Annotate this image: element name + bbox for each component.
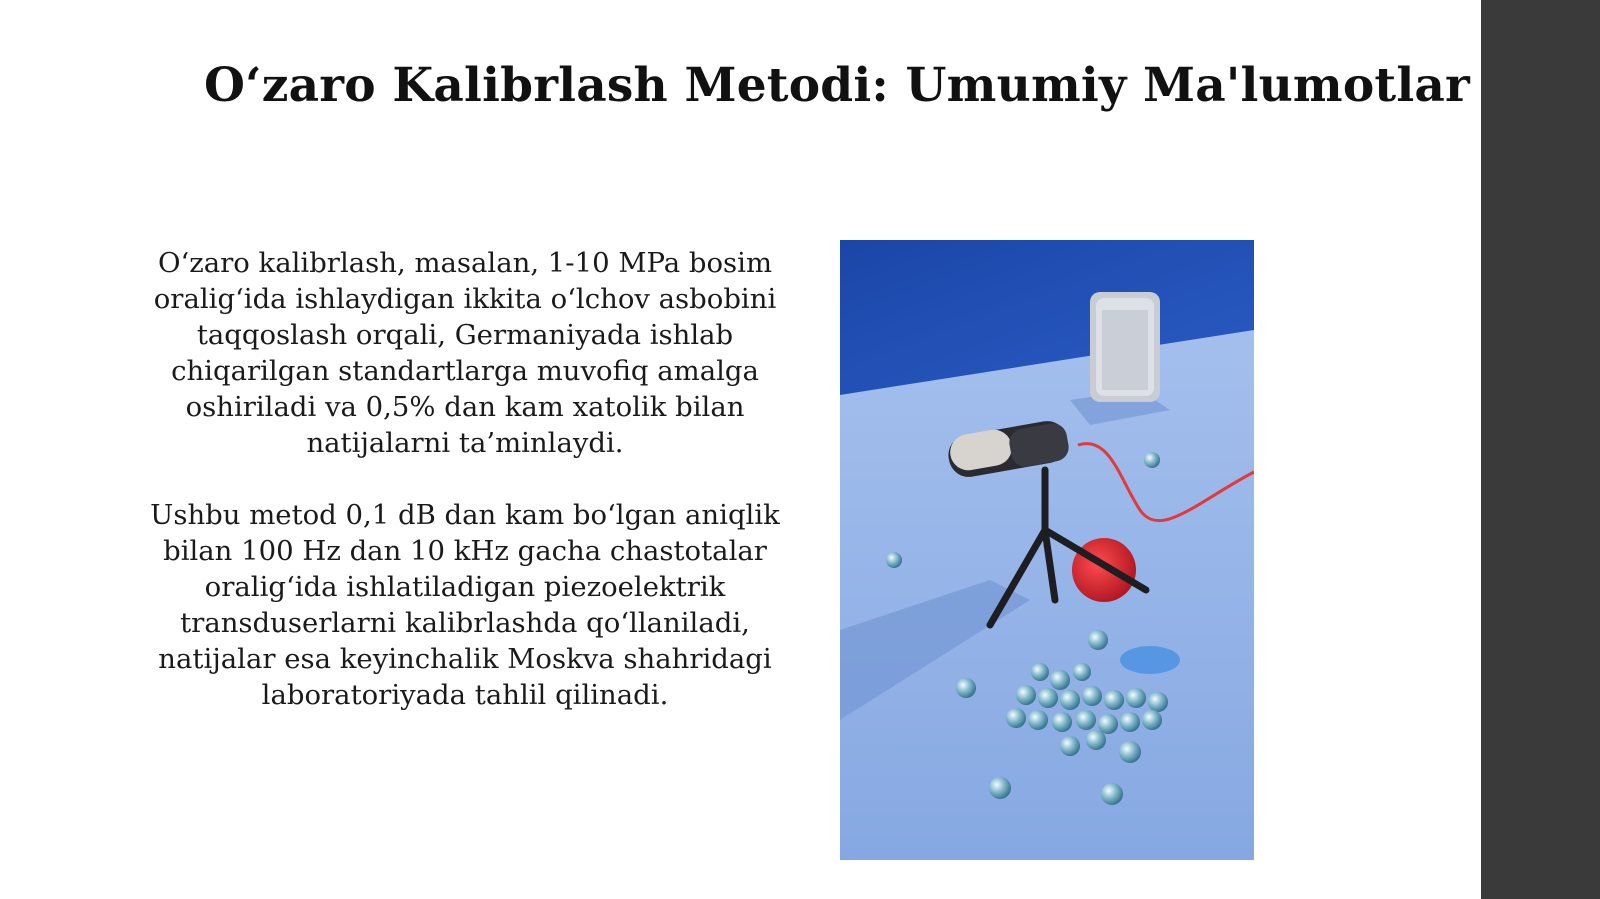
paragraph-1: O‘zaro kalibrlash, masalan, 1-10 MPa bosim oralig‘ida ishlaydigan ikkita o‘lchov asbobini taqqoslash orqali, Germaniyada ishlab chiqarilgan standartlarga muvofiq amalga oshiriladi va 0,5% dan kam xatolik bilan natijalarni ta’minlaydi.: [153, 247, 777, 459]
slide-body: [140, 245, 790, 713]
right-sidebar: [1481, 0, 1600, 899]
foil-block: [1090, 292, 1160, 402]
paragraph-2: Ushbu metod 0,1 dB dan kam bo‘lgan aniqlik bilan 100 Hz dan 10 kHz gacha chastotalar oralig‘ida ishlatiladigan piezoelektrik transduserlarni kalibrlashda qo‘llaniladi, natijalar esa keyinchalik Moskva shahridagi laboratoriyada tahlil qilinadi.: [150, 499, 780, 711]
slide-title: O‘zaro Kalibrlash Metodi: Umumiy Ma'lumotlar: [204, 58, 1470, 113]
microphone-photo: [840, 240, 1254, 860]
